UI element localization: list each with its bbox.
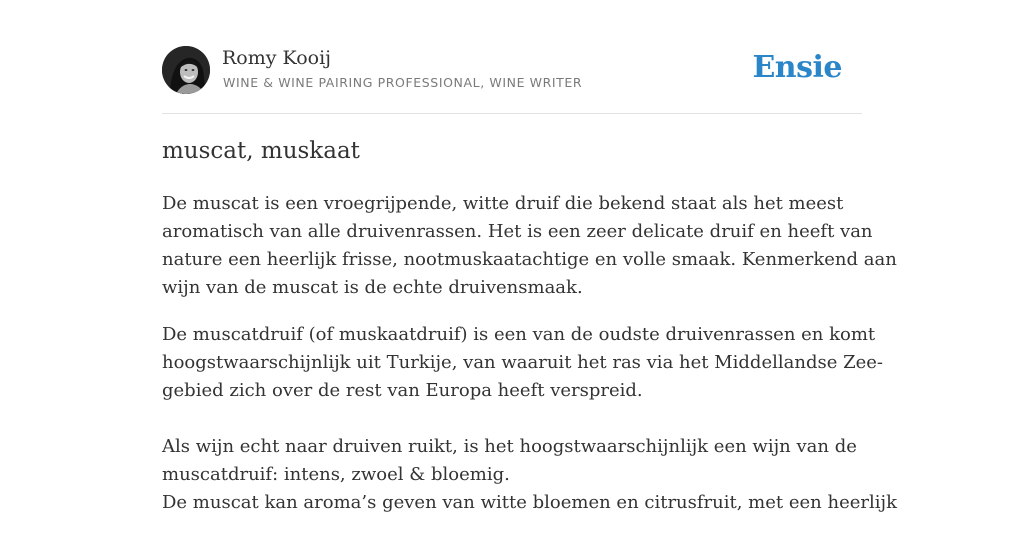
avatar[interactable] <box>162 46 210 94</box>
text-line: Als wijn echt naar druiven ruikt, is het hoogstwaarschijnlijk een wijn van de <box>162 436 857 457</box>
text-line: De muscat kan aroma’s geven van witte bloemen en citrusfruit, met een heerlijk <box>162 492 897 513</box>
ensie-logo[interactable]: Ensie <box>752 50 842 85</box>
text-line: gebied zich over de rest van Europa heeft verspreid. <box>162 380 643 401</box>
author-name[interactable]: Romy Kooij <box>222 47 332 69</box>
text-line: muscatdruif: intens, zwoel & bloemig. <box>162 464 510 485</box>
text-line: nature een heerlijk frisse, nootmuskaatachtige en volle smaak. Kenmerkend aan <box>162 249 897 270</box>
text-line: wijn van de muscat is de echte druivensmaak. <box>162 277 583 298</box>
text-line: hoogstwaarschijnlijk uit Turkije, van waaruit het ras via het Middellandse Zee- <box>162 352 883 373</box>
avatar-photo <box>162 46 210 94</box>
text-line <box>162 405 862 433</box>
text-line: De muscatdruif (of muskaatdruif) is een van de oudste druivenrassen en komt <box>162 324 876 345</box>
entry-title: muscat, muskaat <box>162 138 360 164</box>
paragraph <box>162 190 897 302</box>
author-header <box>162 46 862 114</box>
entry-body <box>162 190 897 536</box>
paragraph <box>162 321 897 517</box>
text-line: aromatisch van alle druivenrassen. Het is een zeer delicate druif en heeft van <box>162 221 873 242</box>
author-role: WINE & WINE PAIRING PROFESSIONAL, WINE WRITER <box>223 75 583 90</box>
text-line: De muscat is een vroegrijpende, witte druif die bekend staat als het meest <box>162 193 844 214</box>
